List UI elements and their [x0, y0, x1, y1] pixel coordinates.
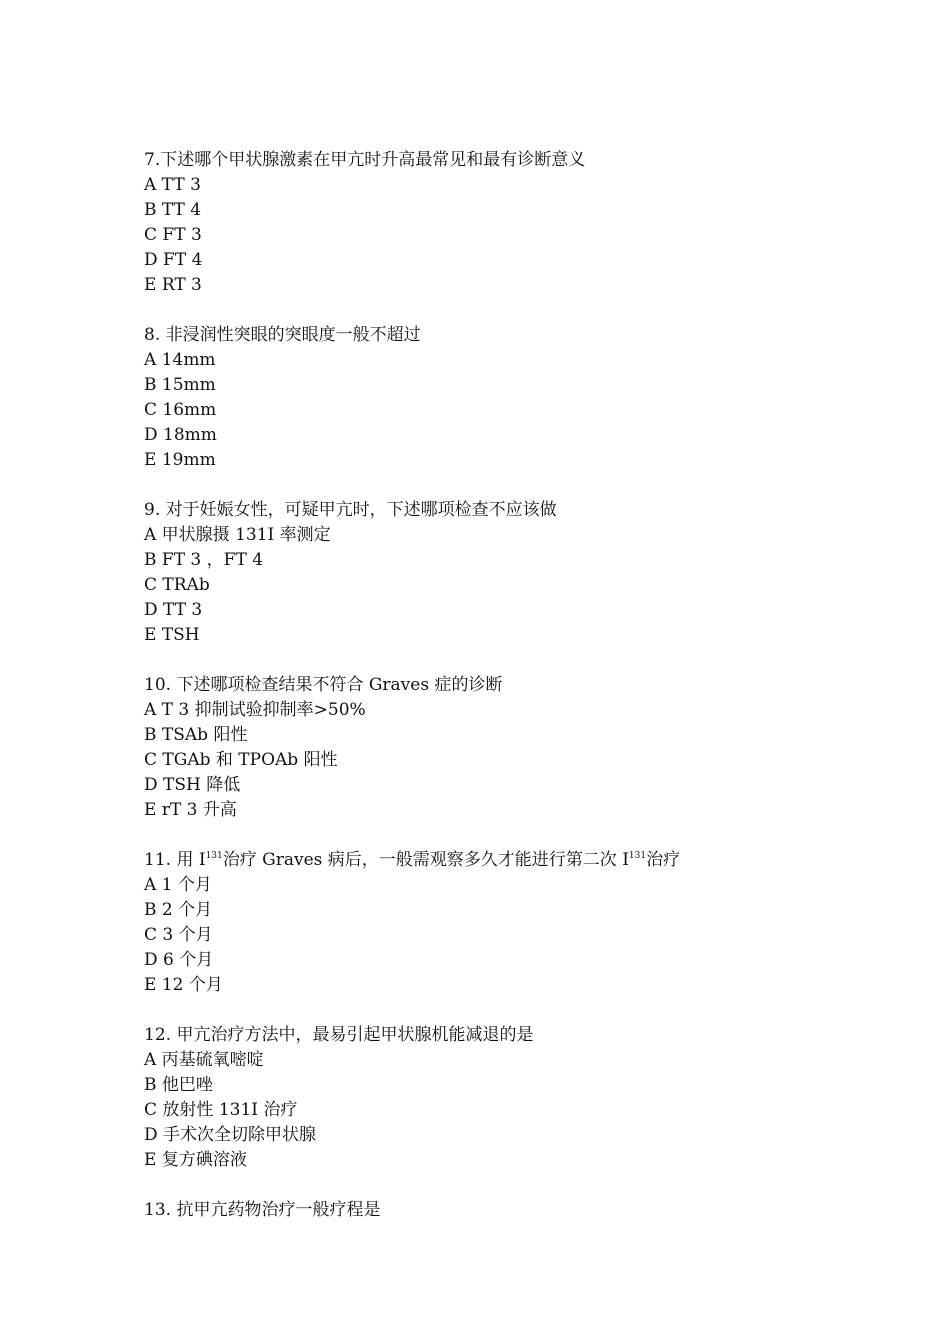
option-d: D FT 4	[144, 250, 203, 270]
isotope-superscript: 131	[628, 851, 647, 861]
option-e: E TSH	[144, 625, 200, 645]
option-b: B 他巴唑	[144, 1075, 213, 1095]
question-stem: 8. 非浸润性突眼的突眼度一般不超过	[144, 325, 421, 345]
option-a: A 14mm	[144, 350, 216, 370]
option-d: D 手术次全切除甲状腺	[144, 1125, 317, 1145]
question-11	[144, 848, 864, 998]
question-stem: 10. 下述哪项检查结果不符合 Graves 症的诊断	[144, 675, 503, 695]
stem-text: 治疗	[646, 850, 681, 870]
option-d: D TT 3	[144, 600, 203, 620]
option-b: B 15mm	[144, 375, 216, 395]
option-c: C 3 个月	[144, 925, 213, 945]
option-e: E 复方碘溶液	[144, 1150, 247, 1170]
option-a: A 1 个月	[144, 875, 212, 895]
question-stem	[144, 848, 864, 873]
question-stem: 12. 甲亢治疗方法中，最易引起甲状腺机能减退的是	[144, 1025, 534, 1045]
option-b: B TT 4	[144, 200, 202, 220]
option-d: D 6 个月	[144, 950, 214, 970]
question-8	[144, 323, 864, 473]
option-e: E RT 3	[144, 275, 202, 295]
option-a: A 丙基硫氧嘧啶	[144, 1050, 264, 1070]
option-c: C TRAb	[144, 575, 210, 595]
stem-text: 治疗 Graves 病后，一般需观察多久才能进行第二次 I	[222, 850, 629, 870]
stem-text: 11. 用 I	[144, 850, 206, 870]
option-c: C 放射性 131I 治疗	[144, 1100, 298, 1120]
option-c: C FT 3	[144, 225, 202, 245]
question-stem: 7.下述哪个甲状腺激素在甲亢时升高最常见和最有诊断意义	[144, 150, 586, 170]
option-a: A 甲状腺摄 131I 率测定	[144, 525, 331, 545]
option-b: B TSAb 阳性	[144, 725, 248, 745]
question-stem: 9. 对于妊娠女性，可疑甲亢时，下述哪项检查不应该做	[144, 500, 557, 520]
option-e: E 12 个月	[144, 975, 223, 995]
question-13	[144, 1198, 864, 1223]
question-7	[144, 148, 864, 298]
question-stem: 13. 抗甲亢药物治疗一般疗程是	[144, 1200, 381, 1220]
option-d: D 18mm	[144, 425, 217, 445]
option-e: E rT 3 升高	[144, 800, 237, 820]
option-a: A T 3 抑制试验抑制率>50%	[144, 700, 366, 720]
option-b: B FT 3 ，FT 4	[144, 550, 264, 570]
option-c: C 16mm	[144, 400, 217, 420]
option-e: E 19mm	[144, 450, 216, 470]
question-12	[144, 1023, 864, 1173]
question-9	[144, 498, 864, 648]
document-page	[144, 148, 864, 1248]
option-b: B 2 个月	[144, 900, 213, 920]
option-a: A TT 3	[144, 175, 201, 195]
option-c: C TGAb 和 TPOAb 阳性	[144, 750, 338, 770]
isotope-superscript: 131	[205, 851, 223, 861]
option-d: D TSH 降低	[144, 775, 241, 795]
question-10	[144, 673, 864, 823]
